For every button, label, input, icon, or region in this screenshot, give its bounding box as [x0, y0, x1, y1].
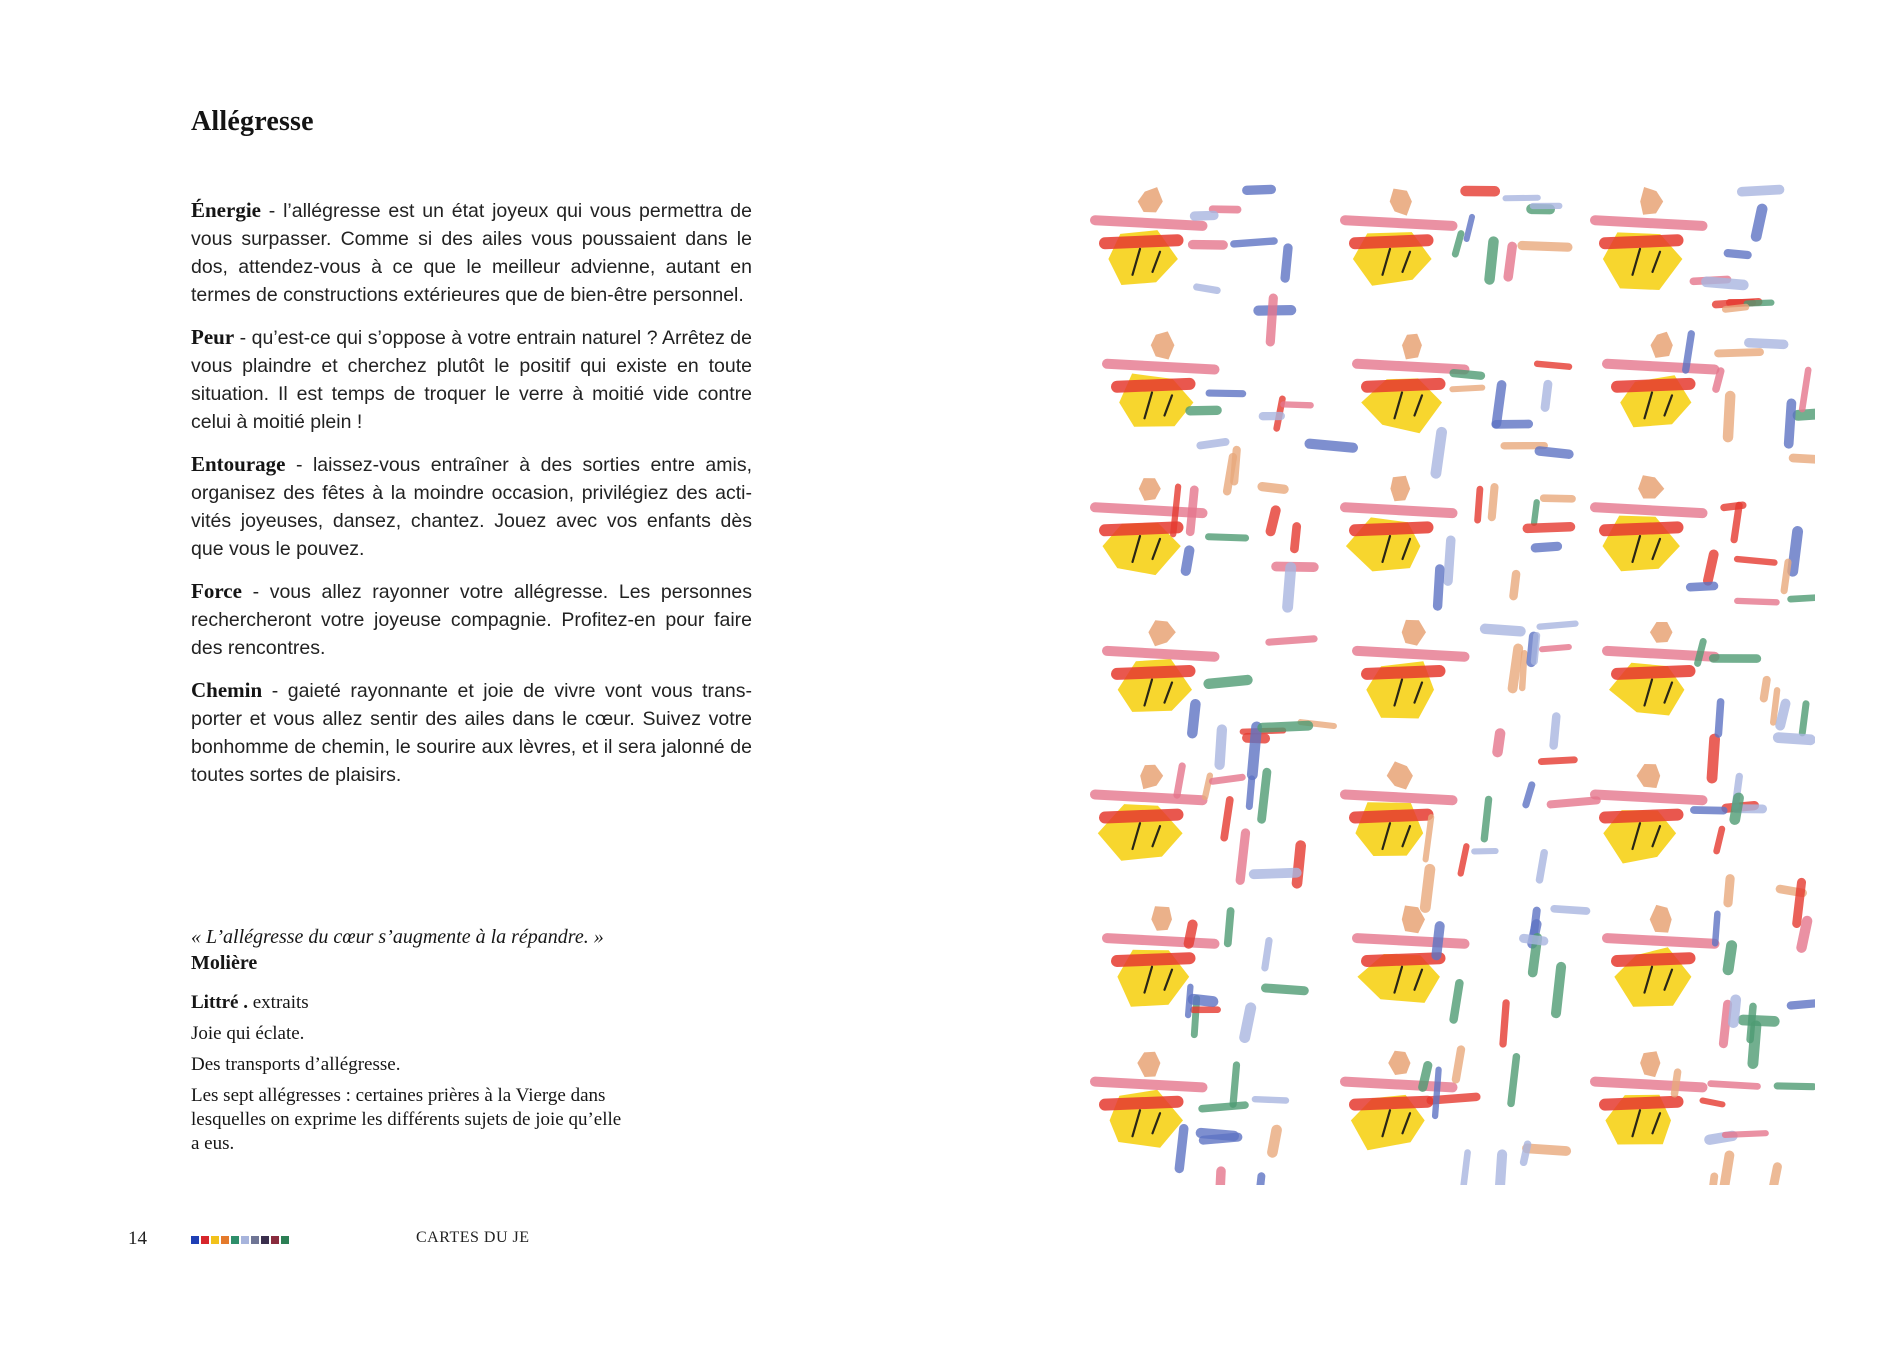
section-text: - gaieté rayonnante et joie de vivre vont vous transporter et vous allez sentir des ailes dans le cœur. Suivez votre bonhomme de chemin, le sourire aux lèvres, et il sera jalonné de toutes sortes de plaisirs.: [191, 680, 752, 786]
color-swatch: [191, 1236, 199, 1244]
running-title: CARTES DU JE: [416, 1229, 530, 1246]
sections: [191, 196, 752, 803]
color-swatch: [251, 1236, 259, 1244]
section-heading: Force: [191, 579, 242, 603]
color-swatch: [281, 1236, 289, 1244]
section-entourage: [191, 450, 752, 563]
quote-text: « L’allégresse du cœur s’augmente à la répandre. »: [191, 926, 604, 948]
color-swatch: [201, 1236, 209, 1244]
section-chemin: [191, 676, 752, 789]
section-force: [191, 577, 752, 662]
section-energie: [191, 196, 752, 309]
section-text: - laissez-vous entraîner à des sorties entre amis, organisez des fêtes à la moindre occasion, privilégiez des activités joyeuses, dansez, chantez. Jouez avec vos enfants dès que vous le pouvez.: [191, 454, 752, 560]
section-text: - vous allez rayonner votre allégresse. Les personnes rechercheront votre joyeuse compagnie. Profitez-en pour faire des rencontres.: [191, 581, 752, 659]
littre-heading-line: [191, 990, 751, 1016]
color-swatch: [221, 1236, 229, 1244]
littre-line: Des transports d’allégresse.: [191, 1054, 401, 1075]
color-swatches: [191, 1236, 289, 1244]
color-swatch: [211, 1236, 219, 1244]
littre-subheading: extraits: [247, 992, 309, 1013]
color-swatch: [261, 1236, 269, 1244]
section-text: - l’allégresse est un état joyeux qui vous permettra de vous surpasser. Comme si des ailes vous poussaient dans le dos, attendez-vous à ce que le meilleur advienne, autant en termes de constructions extérieures que de bien-être personnel.: [191, 200, 752, 306]
color-swatch: [271, 1236, 279, 1244]
color-swatch: [241, 1236, 249, 1244]
littre-heading: Littré .: [191, 992, 248, 1013]
page-number: 14: [128, 1228, 147, 1249]
section-peur: [191, 323, 752, 436]
page-title: Allégresse: [191, 106, 314, 137]
section-heading: Chemin: [191, 678, 263, 702]
watercolor-illustration: [1065, 180, 1815, 1185]
quote-author: Molière: [191, 952, 258, 974]
littre-line: Les sept allégresses : certaines prières à la Vierge dans lesquelles on exprime les différents sujets de joie qu’elle a eus.: [191, 1085, 622, 1154]
littre-line: Joie qui éclate.: [191, 1023, 305, 1044]
section-heading: Peur: [191, 325, 235, 349]
color-swatch: [231, 1236, 239, 1244]
quote-block: [191, 924, 751, 1163]
section-heading: Énergie: [191, 198, 261, 222]
section-heading: Entourage: [191, 452, 286, 476]
section-text: - qu’est-ce qui s’oppose à votre entrain naturel ? Arrêtez de vous plaindre et cherchez plutôt le positif qui existe en toute situation. Il est temps de troquer le verre à moitié vide contre celui à moitié plein !: [191, 327, 752, 433]
